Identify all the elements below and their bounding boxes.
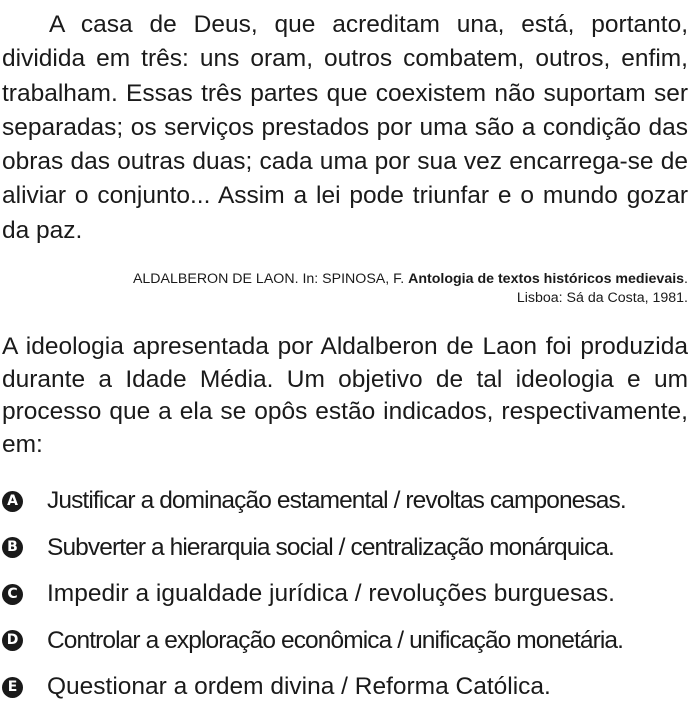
option-b[interactable] bbox=[0, 525, 700, 572]
citation-publisher: . Lisboa: Sá da Costa, 1981. bbox=[516, 271, 688, 306]
option-letter-d-icon: D bbox=[2, 630, 23, 651]
option-d[interactable] bbox=[0, 618, 700, 665]
option-letter-c-icon: C bbox=[2, 584, 23, 605]
citation-book-title: Antologia de textos históricos medievais bbox=[408, 271, 685, 287]
citation-author: ALDALBERON DE LAON. In: SPINOSA, F. bbox=[132, 271, 409, 287]
option-b-text: Subverter a hierarquia social / centralização monárquica. bbox=[47, 533, 614, 561]
option-a-text: Justificar a dominação estamental / revoltas camponesas. bbox=[47, 487, 626, 515]
option-a[interactable] bbox=[0, 478, 700, 525]
question-stem: A ideologia apresentada por Aldalberon de Laon foi produzida durante a Idade Média. Um objetivo de tal ideologia e um processo que a ela se opôs estão indicados, respectivamente, em: bbox=[2, 333, 688, 459]
option-letter-b-icon: B bbox=[2, 537, 23, 558]
option-c[interactable] bbox=[0, 571, 700, 618]
option-c-text: Impedir a igualdade jurídica / revoluções burguesas. bbox=[47, 580, 615, 608]
answer-options bbox=[0, 478, 700, 711]
source-passage: A casa de Deus, que acreditam una, está, portanto, dividida em três: uns oram, outros combatem, outros, enfim, trabalham. Essas três partes que coexistem não suportam ser separadas; os serviços prestados por uma são a condição das obras das outras duas; cada uma por sua vez encarrega-se de aliviar o conjunto... Assim a lei pode triunfar e o mundo gozar da paz. bbox=[2, 11, 688, 244]
option-d-text: Controlar a exploração econômica / unificação monetária. bbox=[47, 626, 624, 654]
option-letter-e-icon: E bbox=[2, 677, 23, 698]
option-e-text: Questionar a ordem divina / Reforma Católica. bbox=[47, 673, 551, 701]
option-e[interactable] bbox=[0, 664, 700, 711]
source-citation bbox=[88, 270, 688, 308]
option-letter-a-icon: A bbox=[2, 491, 23, 512]
